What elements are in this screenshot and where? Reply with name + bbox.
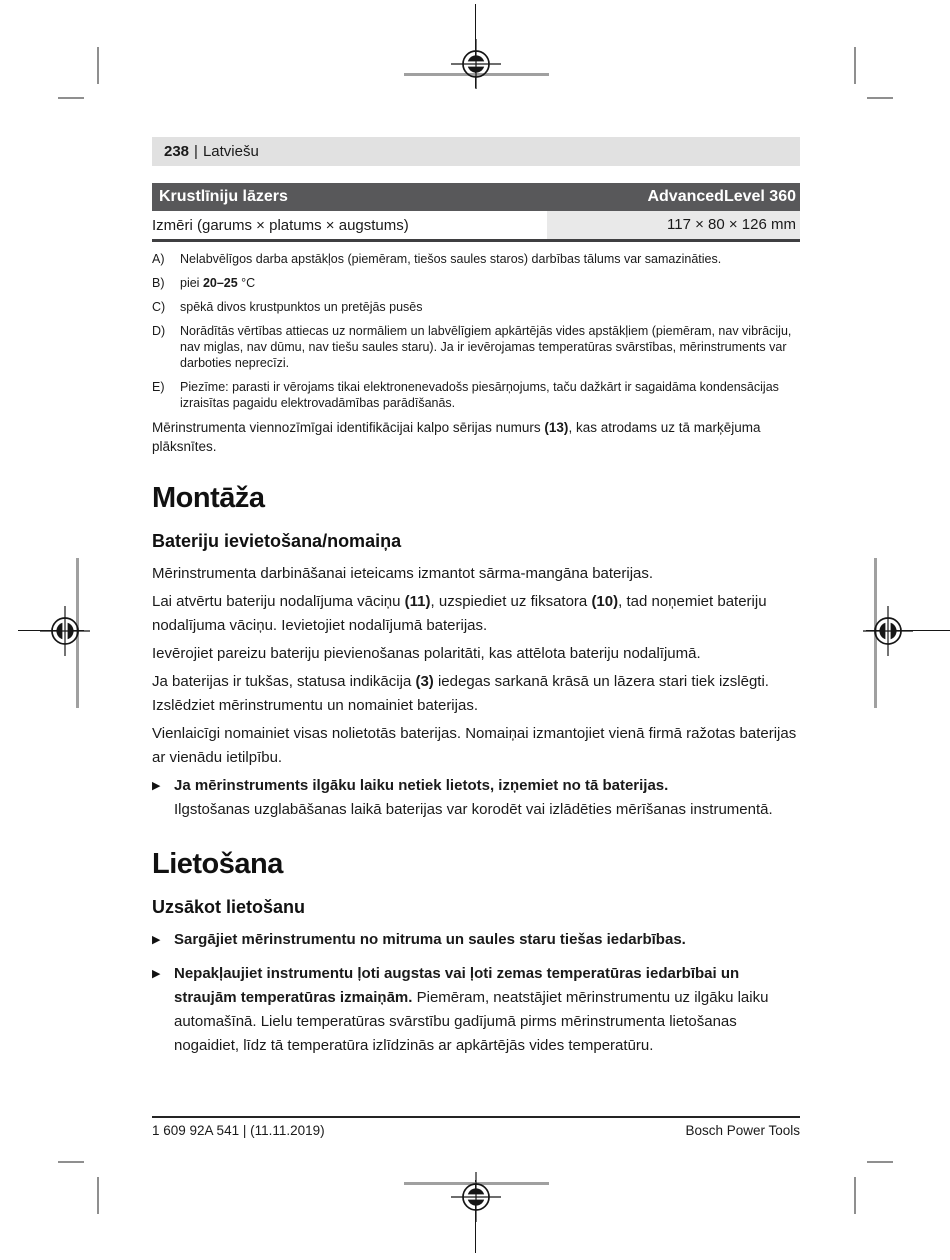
crop-mark-top-right-horizontal <box>867 97 893 99</box>
warning-triangle-icon: ▶ <box>152 780 161 792</box>
crop-mark-bottom-left-vertical <box>97 1177 99 1214</box>
paragraph: Ja baterijas ir tukšas, statusa indikācija (3) iedegas sarkanā krāsā un lāzera stari tiek izslēgti. Izslēdziet mērinstrumentu un nomainiet baterijas. <box>152 673 769 714</box>
footnote-d <box>152 323 800 371</box>
footnote-b <box>152 275 800 291</box>
warning-triangle-icon: ▶ <box>152 934 161 946</box>
footnote-e <box>152 379 800 411</box>
warning-item-battery-removal <box>152 774 800 822</box>
page-language: Latviešu <box>202 143 259 160</box>
paragraph: Lai atvērtu bateriju nodalījuma vāciņu (11), uzspiediet uz fiksatora (10), tad noņemiet bateriju nodalījuma vāciņu. Ievietojiet nodalījumā baterijas. <box>152 593 767 634</box>
page-content <box>152 137 800 1058</box>
warning-item-moisture <box>152 928 800 952</box>
footnote-label: E) <box>152 380 165 394</box>
page-header-separator: | <box>194 143 198 160</box>
crop-mark-bottom-right-horizontal <box>867 1161 893 1163</box>
footnote-c <box>152 299 800 315</box>
footnote-a <box>152 251 800 267</box>
section-title-lietosana: Lietošana <box>152 848 283 880</box>
subsection-title-startup: Uzsākot lietošanu <box>152 897 306 917</box>
footer-brand: Bosch Power Tools <box>685 1123 800 1138</box>
footnote-text: Nelabvēlīgos darba apstākļos (piemēram, tiešos saules staros) darbības tālums var samazināties. <box>180 252 722 266</box>
footer-document-number: 1 609 92A 541 | (11.11.2019) <box>152 1123 325 1138</box>
table-row <box>152 211 800 239</box>
spec-table-header <box>152 183 800 211</box>
footnote-label: D) <box>152 324 166 338</box>
warning-item-temperature <box>152 962 800 1058</box>
paragraph: Mērinstrumenta darbināšanai ieteicams izmantot sārma-mangāna baterijas. <box>152 565 654 582</box>
spec-row-label: Izmēri (garums × platums × augstums) <box>152 216 409 234</box>
paragraph: Ievērojiet pareizu bateriju pievienošanas polaritāti, kas attēlota bateriju nodalījumā. <box>152 645 701 662</box>
crop-mark-bottom-right-vertical <box>854 1177 856 1214</box>
warning-text: Sargājiet mērinstrumentu no mitruma un saules staru tiešas iedarbības. <box>174 931 686 948</box>
spec-row-value: 117 × 80 × 126 mm <box>547 211 800 239</box>
footnote-text: spēkā divos krustpunktos un pretējās pusēs <box>180 300 423 314</box>
section-title-montaza: Montāža <box>152 482 265 514</box>
footnote-label: B) <box>152 276 165 290</box>
crop-mark-bottom-left-horizontal <box>58 1161 84 1163</box>
spec-table <box>152 183 800 242</box>
registration-target-left-icon <box>39 605 91 657</box>
footnote-label: C) <box>152 300 166 314</box>
spec-product-type: Krustlīniju lāzers <box>159 188 288 205</box>
page-header <box>152 137 800 166</box>
subsection-title-battery: Bateriju ievietošana/nomaiņa <box>152 531 402 551</box>
footnote-label: A) <box>152 252 165 266</box>
warning-triangle-icon: ▶ <box>152 968 161 980</box>
spec-model: AdvancedLevel 360 <box>647 188 796 205</box>
crop-mark-top-left-vertical <box>97 47 99 84</box>
paragraph: Vienlaicīgi nomainiet visas nolietotās baterijas. Nomaiņai izmantojiet vienā firmā ražotas baterijas ar vienādu ietilpību. <box>152 725 797 766</box>
page-footer <box>152 1116 800 1138</box>
warning-text: Nepakļaujiet instrumentu ļoti augstas vai ļoti zemas temperatūras iedarbībai un straujām temperatūras izmaiņām. Piemēram, neatstājiet mērinstrumentu uz ilgāku laiku automašīnā. Lielu temperatūras svārstību gadījumā pirms mērinstrumenta lietošanas nogaidiet, līdz tā temperatūra izlīdzinās ar apkārtējās vides temperatūru. <box>174 965 769 1054</box>
serial-number-note: Mērinstrumenta viennozīmīgai identifikācijai kalpo sērijas numurs (13), kas atrodams uz tā marķējuma plāksnītes. <box>152 420 761 454</box>
crop-mark-top-left-horizontal <box>58 97 84 99</box>
registration-target-top-icon <box>450 38 502 90</box>
footnote-text: piei 20–25 °C <box>180 276 256 290</box>
warning-text: Ja mērinstruments ilgāku laiku netiek lietots, izņemiet no tā baterijas. Ilgstošanas uzglabāšanas laikā baterijas var korodēt vai izlādēties mērīšanas instrumentā. <box>174 777 773 818</box>
footnote-text: Norādītās vērtības attiecas uz normāliem un labvēlīgiem apkārtējās vides apstākļiem (piemēram, nav vibrāciju, nav miglas, nav dūmu, nav tiešu saules staru). Ja ir ievērojamas temperatūras svārstības, mērinstruments var darboties neprecīzi. <box>180 324 792 370</box>
registration-target-bottom-icon <box>450 1171 502 1223</box>
footnote-text: Piezīme: parasti ir vērojams tikai elektronenevadošs piesārņojums, taču dažkārt ir sagaidāma kondensācijas izraisītas pagaidu elektrovadāmības parādīšanās. <box>180 380 779 410</box>
page-number: 238 <box>164 143 190 160</box>
registration-target-right-icon <box>862 605 914 657</box>
crop-mark-top-right-vertical <box>854 47 856 84</box>
